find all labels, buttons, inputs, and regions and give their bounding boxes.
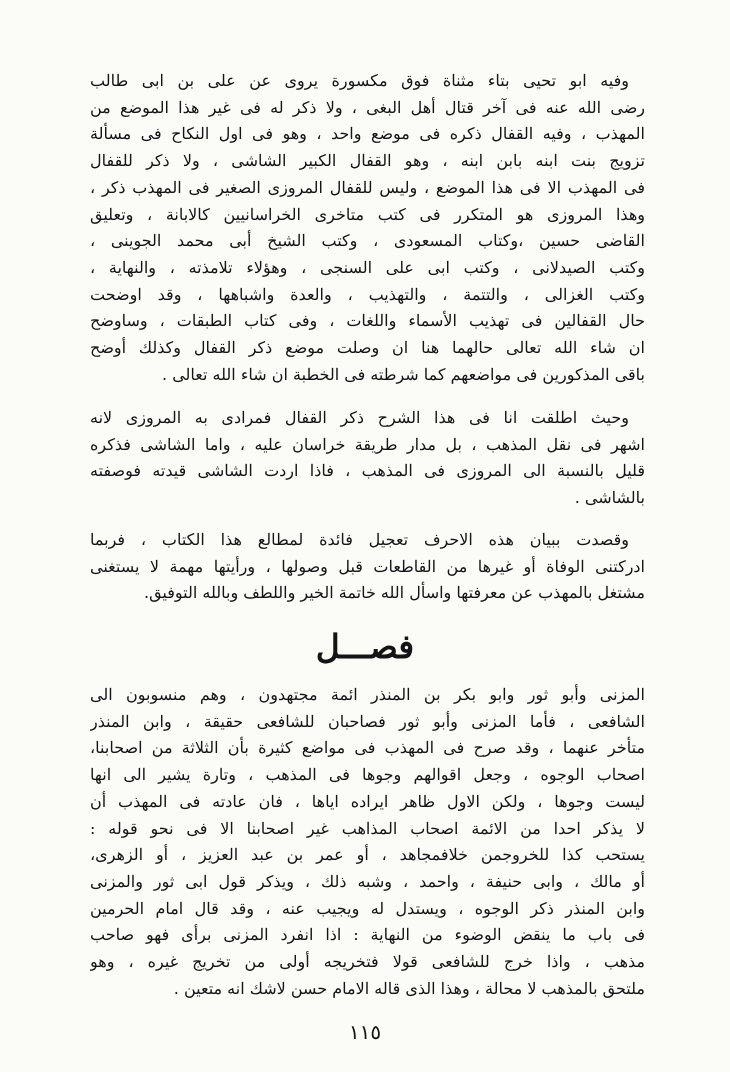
- paragraph-marwazi-note: [90, 405, 645, 512]
- text-line: متأخر عنهما ، وقد صرح فى المهذب فى مواضع كثيرة بأن الثلاثة من اصحابنا،: [90, 738, 645, 758]
- text-line: وكتب الغزالى ، والتتمة ، والتهذيب ، والعدة واشباهها ، وقد اوضحت: [90, 284, 645, 304]
- text-line: المهذب ، وفيه القفال ذكره فى موضع واحد ، وهو فى اول النكاح فى مسألة: [90, 124, 645, 144]
- text-line: وفيه ابو تحيى بتاء مثناة فوق مكسورة يروى عن على بن ابى طالب: [90, 71, 629, 90]
- text-line: أو مالك ، وابى حنيفة ، واحمد ، وشبه ذلك ، ويذكر قول ابى ثور والمزنى: [90, 871, 645, 891]
- text-line: اصحاب الوجوه ، وجعل اقوالهم وجوها فى المذهب ، وتارة يشير الى انها: [90, 765, 645, 785]
- text-line: وابن المنذر ذكر الوجوه ، ويستدل له ويجيب عنه ، وقد قال امام الحرمين: [90, 898, 645, 918]
- paragraph-qaffal-intro: [90, 68, 645, 388]
- text-line: فى المهذب الا فى هذا الموضع ، وليس للقفال المروزى الصغير فى المهذب ذكر ،: [90, 177, 645, 197]
- text-line: الشافعى ، فأما المزنى وأبو ثور فصاحبان للشافعى حقيقة ، وابن المنذر: [90, 711, 645, 731]
- text-line: وهذا المروزى هو المتكرر فى كتب متاخرى الخراسانيين كالابانة ، وتعليق: [90, 204, 645, 224]
- text-line: ادركتنى الوفاة أو غيرها من القاطعات قبل وصولها ، ورأيتها مهمة لا يستغنى: [90, 556, 645, 576]
- section-heading: [0, 627, 730, 666]
- text-line: حال القفالين فى تهذيب الأسماء واللغات ، وفى كتاب الطبقات ، وساوضح: [90, 311, 645, 331]
- text-line: وكتب الصيدلانى ، وكتب ابى على السنجى ، وهؤلاء تلامذته ، والنهاية ،: [90, 257, 645, 277]
- text-line: ليست وجوها ، ولكن الاول ظاهر ايراده اياها ، فان عادته فى المهذب أن: [90, 791, 645, 811]
- text-line: مشتغل بالمهذب عن معرفتها واسأل الله خاتمة الخير واللطف وبالله التوفيق.: [143, 583, 645, 603]
- text-line: باقى المذكورين فى مواضعهم كما شرطته فى الخطبة ان شاء الله تعالى .: [162, 364, 645, 384]
- text-line: يستحب كذا للخروجمن خلافمجاهد ، أو عمر بن عبد العزيز ، أو الزهرى،: [90, 845, 645, 865]
- text-line: بالشاشى .: [574, 488, 645, 508]
- text-line: مذهب ، واذا خرج للشافعى قولا فتخريجه أولى من تخريج غيره ، وهو: [90, 952, 645, 972]
- text-line: تزويج بنت ابنه بابن ابنه ، وهو القفال الكبير الشاشى ، ولا ذكر للقفال: [90, 151, 645, 171]
- text-line: ملتحق بالمذهب لا محالة ، وهذا الذى قاله الامام حسن لاشك انه متعين .: [173, 978, 645, 998]
- paragraph-muzani: [90, 682, 645, 1002]
- paragraph-purpose: [90, 527, 645, 607]
- page-number: ١١٥: [348, 1020, 382, 1044]
- text-line: القاضى حسين ،وكتاب المسعودى ، وكتب الشيخ أبى محمد الجوينى ،: [90, 231, 645, 251]
- text-line: اشهر فى نقل المذهب ، بل مدار طريقة خراسان عليه ، واما الشاشى فذكره: [90, 434, 645, 454]
- text-line: وحيث اطلقت انا فى هذا الشرح ذكر القفال فمرادى به المروزى لانه: [90, 408, 629, 427]
- text-line: رضى الله عنه فى آخر قتال أهل البغى ، ولا ذكر له فى غير هذا الموضع من: [90, 97, 645, 117]
- text-line: ان شاء الله تعالى حالهما هنا ان وصلت موضع ذكر القفال وكذلك أوضح: [90, 338, 645, 358]
- section-heading-text: فصـــل: [315, 627, 415, 666]
- text-line: فى باب ما ينقض الوضوء من النهاية : اذا انفرد المزنى برأى فهو صاحب: [90, 925, 645, 945]
- text-line: وقصدت ببيان هذه الاحرف تعجيل فائدة لمطالع هذا الكتاب ، فربما: [90, 530, 629, 549]
- text-line: لا يذكر احدا من الائمة اصحاب المذاهب غير اصحابنا الا فى نحو قوله :: [90, 818, 645, 838]
- text-line: المزنى وأبو ثور وابو بكر بن المنذر ائمة مجتهدون ، وهم منسوبون الى: [90, 685, 645, 704]
- text-line: قليل بالنسبة الى المروزى فى المذهب ، فاذا اردت الشاشى قيدته فوصفته: [90, 461, 645, 481]
